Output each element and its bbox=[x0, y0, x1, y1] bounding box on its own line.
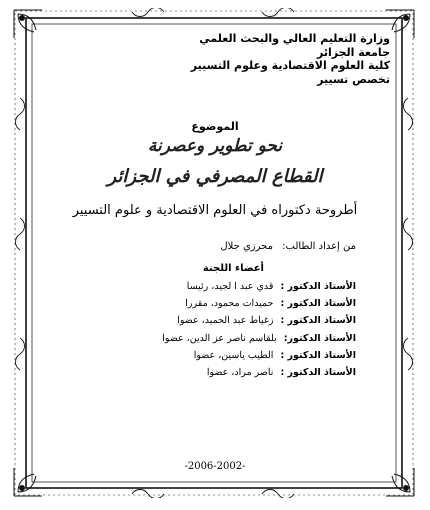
member-role: الأستاذ الدكتور : bbox=[280, 349, 356, 361]
institution-header bbox=[90, 32, 390, 86]
committee-member bbox=[96, 295, 356, 312]
student-name: محرزي جلال bbox=[220, 241, 273, 252]
member-name: بلقاسم ناصر عز الدين، عضوا bbox=[162, 332, 277, 344]
member-role: الأستاذ الدكتور : bbox=[280, 315, 356, 327]
committee-member bbox=[96, 278, 356, 295]
prepared-by bbox=[220, 241, 356, 252]
member-name: قدي عبد ا لجيد، رئيسا bbox=[186, 281, 274, 292]
committee-title: أعضاء اللجنة bbox=[202, 263, 264, 274]
committee-members-list bbox=[96, 278, 356, 381]
committee-member bbox=[96, 347, 356, 364]
specialty-name: تخصص تسيير bbox=[317, 72, 390, 86]
member-role: الأستاذ الدكتور : bbox=[280, 298, 356, 310]
ministry-name: وزارة التعليم العالي والبحث العلمي bbox=[199, 32, 390, 45]
member-role: الأستاذ الدكتور : bbox=[280, 281, 356, 292]
faculty-name: كلية العلوم الاقتصادية وعلوم التسيير bbox=[190, 59, 390, 72]
member-role: الأستاذ الدكتور: bbox=[283, 332, 356, 344]
committee-member bbox=[96, 364, 356, 381]
subject-label: الموضوع bbox=[191, 120, 239, 133]
member-name: حميدات محمود، مقررا bbox=[185, 298, 274, 310]
member-name: زغياط عبد الحميد، عضوا bbox=[177, 315, 274, 327]
thesis-type: أطروحة دكتوراه في العلوم الاقتصادية و علوم التسيير bbox=[72, 203, 358, 218]
thesis-title-line-1: نحو تطوير وعصرنة bbox=[147, 136, 283, 156]
member-name: ناصر مراد، عضوا bbox=[206, 366, 274, 378]
member-role: الأستاذ الدكتور : bbox=[280, 366, 356, 378]
committee-member bbox=[96, 312, 356, 329]
committee-member bbox=[96, 330, 356, 347]
prepared-by-label: من إعداد الطالب: bbox=[282, 241, 356, 252]
member-name: الطيب ياسين، عضوا bbox=[193, 349, 274, 361]
thesis-title-line-2: القطاع المصرفي في الجزائر bbox=[107, 166, 323, 187]
academic-year: -2006-2002- bbox=[184, 461, 246, 472]
university-name: جامعة الجزائر bbox=[317, 45, 390, 59]
